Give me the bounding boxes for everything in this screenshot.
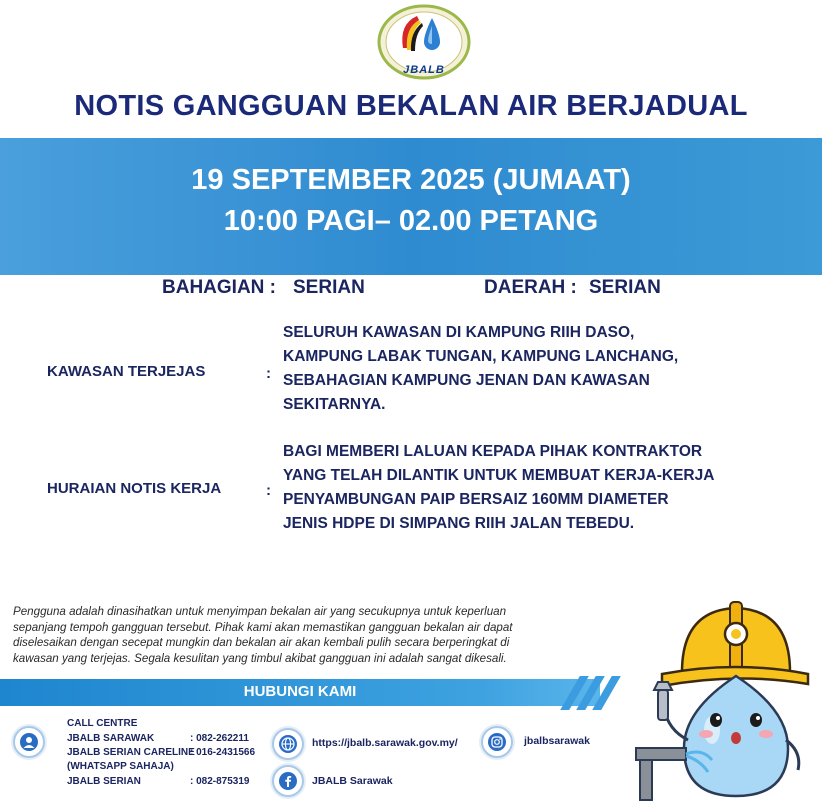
facebook-link[interactable]: JBALB Sarawak	[312, 775, 393, 787]
contact-row-value[interactable]: : 016-2431566	[190, 747, 256, 758]
logo-wordmark: JBALB	[403, 64, 445, 76]
work-description-text	[283, 440, 738, 536]
advice-line: Pengguna adalah dinasihatkan untuk menyimpan bekalan air yang secukupnya untuk keperluan	[13, 605, 507, 618]
advice-line: diselesaikan dengan secepat mungkin dan bekalan air akan kembali pulih secara berperingkat di	[13, 636, 510, 649]
advice-line: kawasan yang terjejas. Segala kesulitan yang timbul akibat gangguan ini adalah sangat dikesali.	[13, 651, 507, 665]
water-drop-mascot-icon	[632, 590, 822, 801]
bahagian-value: SERIAN	[293, 277, 365, 298]
contact-row-label: JBALB SERIAN CARELINE	[67, 747, 195, 758]
call-centre-label: CALL CENTRE	[67, 718, 138, 729]
website-icon	[272, 728, 304, 760]
work-line: JENIS HDPE DI SIMPANG RIIH JALAN TEBEDU.	[283, 515, 635, 532]
work-line: YANG TELAH DILANTIK UNTUK MEMBUAT KERJA-KERJA	[283, 467, 715, 484]
contact-row-label: JBALB SARAWAK	[67, 733, 155, 744]
contact-row-label: (WHATSAPP SAHAJA)	[67, 761, 174, 772]
affected-area-text	[283, 321, 738, 417]
affected-line: KAMPUNG LABAK TUNGAN, KAMPUNG LANCHANG,	[283, 348, 679, 365]
website-link[interactable]: https://jbalb.sarawak.gov.my/	[312, 737, 458, 749]
work-line: BAGI MEMBERI LALUAN KEPADA PIHAK KONTRAKTOR	[283, 443, 703, 460]
daerah-label: DAERAH :	[484, 277, 577, 298]
jbalb-logo	[377, 4, 471, 84]
affected-area-label: KAWASAN TERJEJAS	[47, 363, 206, 380]
daerah-value: SERIAN	[589, 277, 661, 298]
bahagian-label: BAHAGIAN :	[162, 277, 276, 298]
facebook-icon	[279, 772, 297, 790]
user-icon	[20, 733, 38, 751]
phone-contact-icon	[13, 726, 45, 758]
advice-paragraph	[13, 604, 598, 666]
work-description-colon: :	[266, 482, 271, 499]
instagram-contact-icon	[481, 726, 513, 758]
work-line: PENYAMBUNGAN PAIP BERSAIZ 160MM DIAMETER	[283, 491, 669, 508]
instagram-link[interactable]: jbalbsarawak	[524, 735, 590, 747]
contact-row-label: JBALB SERIAN	[67, 776, 141, 787]
facebook-contact-icon	[272, 765, 304, 797]
affected-line: SEBAHAGIAN KAMPUNG JENAN DAN KAWASAN	[283, 372, 650, 389]
schedule-date: 19 SEPTEMBER 2025 (JUMAAT)	[191, 164, 631, 196]
contact-row-value[interactable]: : 082-262211	[190, 733, 249, 744]
work-description-label: HURAIAN NOTIS KERJA	[47, 480, 222, 497]
schedule-time: 10:00 PAGI– 02.00 PETANG	[223, 205, 599, 237]
contact-row-value[interactable]: : 082-875319	[190, 776, 250, 787]
instagram-icon	[488, 733, 506, 751]
notice-title: NOTIS GANGGUAN BEKALAN AIR BERJADUAL	[74, 90, 748, 122]
contact-heading: HUBUNGI KAMI	[243, 683, 357, 700]
affected-line: SEKITARNYA.	[283, 396, 386, 413]
advice-line: sepanjang tempoh gangguan tersebut. Pihak kami akan memastikan gangguan bekalan air dapat	[13, 620, 513, 634]
affected-line: SELURUH KAWASAN DI KAMPUNG RIIH DASO,	[283, 324, 635, 341]
globe-icon	[279, 735, 297, 753]
affected-area-colon: :	[266, 365, 271, 382]
